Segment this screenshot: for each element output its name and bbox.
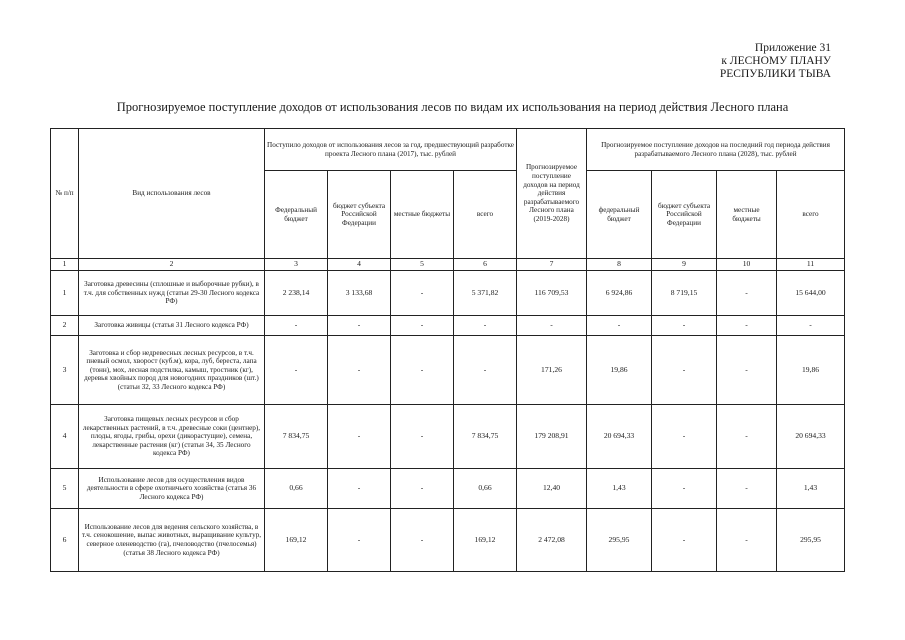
- cell-forecast-period: 179 208,91: [517, 405, 587, 469]
- row-no: 1: [51, 271, 79, 316]
- col-number: 1: [51, 259, 79, 271]
- header-subject: бюджет субъекта Российской Федерации: [328, 171, 391, 259]
- cell-federal: -: [265, 316, 328, 336]
- column-number-row: [51, 259, 845, 271]
- cell-federal: 169,12: [265, 509, 328, 572]
- cell-forecast-period: 116 709,53: [517, 271, 587, 316]
- appendix-line-2: к ЛЕСНОМУ ПЛАНУ: [721, 55, 831, 67]
- cell-total-2: 19,86: [777, 336, 845, 405]
- cell-federal: 7 834,75: [265, 405, 328, 469]
- cell-local: -: [391, 509, 454, 572]
- appendix-header: [720, 42, 831, 81]
- row-no: 3: [51, 336, 79, 405]
- table-row: [51, 316, 845, 336]
- row-name: Использование лесов для осуществления видов деятельности в сфере охотничьего хозяйства (статья 36 Лесного кодекса РФ): [79, 469, 265, 509]
- row-name: Использование лесов для ведения сельского хозяйства, в т.ч. сенокошение, выпас животных, выращивание культур, северное оленеводство (га), пчеловодство (пчелосемья) (статья 38 Лесного кодекса РФ): [79, 509, 265, 572]
- cell-federal-2: 19,86: [587, 336, 652, 405]
- col-number: 2: [79, 259, 265, 271]
- cell-subject-2: -: [652, 469, 717, 509]
- col-number: 10: [717, 259, 777, 271]
- cell-total: 7 834,75: [454, 405, 517, 469]
- row-name: Заготовка и сбор недревесных лесных ресурсов, в т.ч. пневый осмол, хворост (куб.м), кора, луб, береста, лапа (тонн), мох, лесная подстилка, камыш, тростник (кг), деревья хвойных пород для новогодних праздников (шт.) (статьи 32, 33 Лесного кодекса РФ): [79, 336, 265, 405]
- cell-forecast-period: 12,40: [517, 469, 587, 509]
- cell-forecast-period: 171,26: [517, 336, 587, 405]
- cell-federal-2: -: [587, 316, 652, 336]
- col-number: 9: [652, 259, 717, 271]
- revenue-table: [50, 128, 845, 572]
- row-no: 6: [51, 509, 79, 572]
- cell-subject-2: -: [652, 405, 717, 469]
- col-number: 11: [777, 259, 845, 271]
- header-federal: Федеральный бюджет: [265, 171, 328, 259]
- cell-total-2: 1,43: [777, 469, 845, 509]
- table-row: [51, 336, 845, 405]
- cell-local: -: [391, 271, 454, 316]
- cell-subject-2: -: [652, 316, 717, 336]
- cell-federal-2: 20 694,33: [587, 405, 652, 469]
- cell-local-2: -: [717, 509, 777, 572]
- cell-total: 0,66: [454, 469, 517, 509]
- cell-subject: -: [328, 405, 391, 469]
- cell-federal-2: 295,95: [587, 509, 652, 572]
- row-name: Заготовка пищевых лесных ресурсов и сбор лекарственных растений, в т.ч. древесные соки (центнер), плоды, ягоды, грибы, орехи (дикорастущие), семена, лекарственные растения (кг) (статьи 34, 35 Лесного кодекса РФ): [79, 405, 265, 469]
- cell-federal-2: 1,43: [587, 469, 652, 509]
- header-federal-2: федеральный бюджет: [587, 171, 652, 259]
- cell-total: -: [454, 336, 517, 405]
- cell-subject: -: [328, 469, 391, 509]
- table-row: [51, 405, 845, 469]
- cell-local-2: -: [717, 271, 777, 316]
- col-number: 3: [265, 259, 328, 271]
- cell-local: -: [391, 316, 454, 336]
- cell-subject: -: [328, 316, 391, 336]
- cell-subject: 3 133,68: [328, 271, 391, 316]
- cell-federal: -: [265, 336, 328, 405]
- col-number: 6: [454, 259, 517, 271]
- col-number: 4: [328, 259, 391, 271]
- header-row-1: [51, 129, 845, 171]
- table-row: [51, 509, 845, 572]
- header-subject-2: бюджет субъекта Российской Федерации: [652, 171, 717, 259]
- row-no: 4: [51, 405, 79, 469]
- cell-local: -: [391, 336, 454, 405]
- cell-total: -: [454, 316, 517, 336]
- cell-subject: -: [328, 336, 391, 405]
- cell-total: 5 371,82: [454, 271, 517, 316]
- document-title: Прогнозируемое поступление доходов от использования лесов по видам их использования на период действия Лесного плана: [116, 100, 789, 114]
- header-local: местные бюджеты: [391, 171, 454, 259]
- cell-local-2: -: [717, 469, 777, 509]
- row-no: 5: [51, 469, 79, 509]
- cell-total-2: -: [777, 316, 845, 336]
- cell-total-2: 20 694,33: [777, 405, 845, 469]
- row-name: Заготовка живицы (статья 31 Лесного кодекса РФ): [79, 316, 265, 336]
- cell-federal: 0,66: [265, 469, 328, 509]
- cell-subject: -: [328, 509, 391, 572]
- cell-subject-2: -: [652, 336, 717, 405]
- header-no: № п/п: [51, 129, 79, 259]
- cell-subject-2: 8 719,15: [652, 271, 717, 316]
- col-number: 5: [391, 259, 454, 271]
- cell-subject-2: -: [652, 509, 717, 572]
- row-name: Заготовка древесины (сплошные и выборочные рубки), в т.ч. для собственных нужд (статьи 29-30 Лесного кодекса РФ): [79, 271, 265, 316]
- cell-local: -: [391, 405, 454, 469]
- cell-local-2: -: [717, 316, 777, 336]
- header-received-group: Поступило доходов от использования лесов за год, предшествующий разработке проекта Лесного плана (2017), тыс. рублей: [265, 129, 517, 171]
- cell-local: -: [391, 469, 454, 509]
- header-local-2: местные бюджеты: [717, 171, 777, 259]
- cell-local-2: -: [717, 405, 777, 469]
- appendix-line-1: Приложение 31: [754, 42, 831, 54]
- cell-local-2: -: [717, 336, 777, 405]
- cell-total-2: 15 644,00: [777, 271, 845, 316]
- header-total: всего: [454, 171, 517, 259]
- row-no: 2: [51, 316, 79, 336]
- cell-forecast-period: -: [517, 316, 587, 336]
- col-number: 8: [587, 259, 652, 271]
- appendix-line-3: РЕСПУБЛИКИ ТЫВА: [719, 68, 831, 80]
- header-use-type: Вид использования лесов: [79, 129, 265, 259]
- cell-forecast-period: 2 472,08: [517, 509, 587, 572]
- header-forecast-last-group: Прогнозируемое поступление доходов на последний год периода действия разрабатываемого Лесного плана (2028), тыс. рублей: [587, 129, 845, 171]
- header-total-2: всего: [777, 171, 845, 259]
- table-row: [51, 469, 845, 509]
- cell-total-2: 295,95: [777, 509, 845, 572]
- header-forecast-period: Прогнозируемое поступление доходов на период действия разрабатываемого Лесного плана (2019-2028): [517, 129, 587, 259]
- cell-federal: 2 238,14: [265, 271, 328, 316]
- cell-total: 169,12: [454, 509, 517, 572]
- table-row: [51, 271, 845, 316]
- cell-federal-2: 6 924,86: [587, 271, 652, 316]
- col-number: 7: [517, 259, 587, 271]
